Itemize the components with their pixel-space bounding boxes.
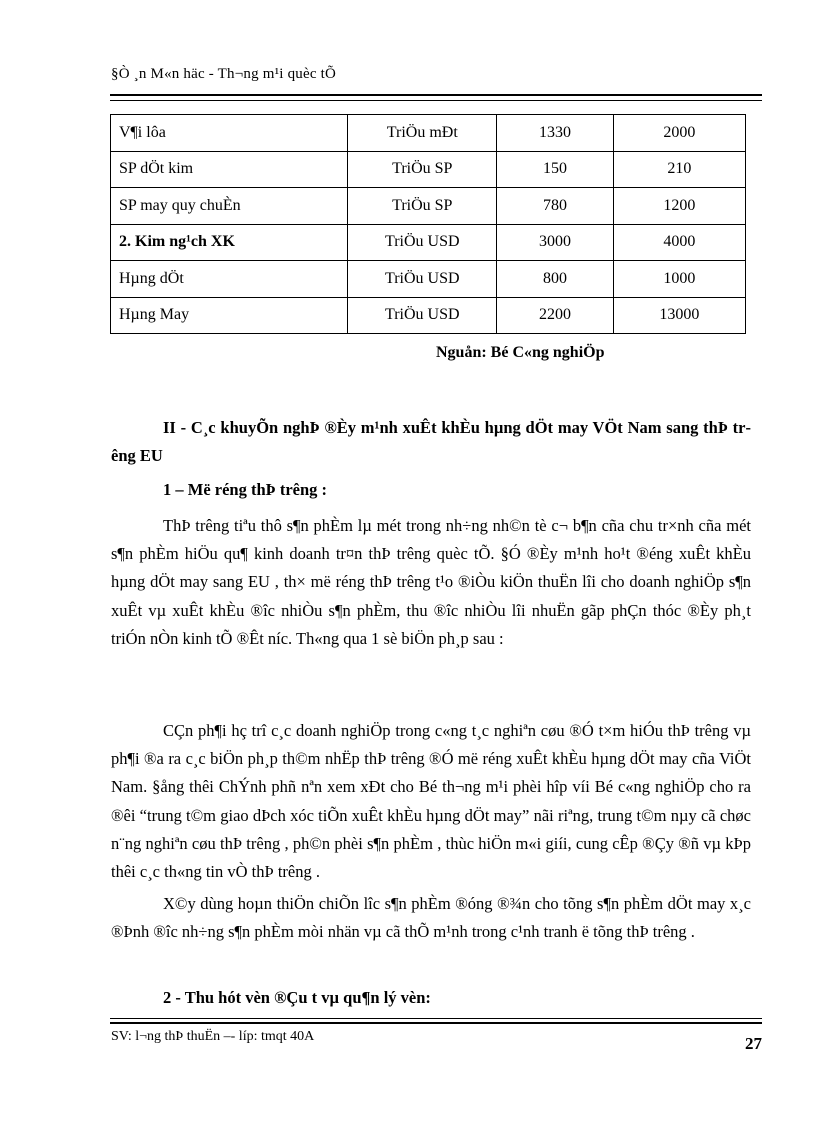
row-value-1: 800 [497, 261, 614, 298]
table-row [111, 151, 746, 188]
row-unit: TriÖu USD [348, 297, 497, 334]
section-heading: II - C¸c khuyÕn nghÞ ®Èy m¹nh xuÊt khÈu hµng dÖt may VÖt Nam sang thÞ trêng EU [111, 418, 751, 465]
row-value-1: 2200 [497, 297, 614, 334]
subheading-market: 1 – Më réng thÞ trêng : [163, 480, 328, 499]
row-name: SP may quy chuÈn [111, 188, 348, 225]
row-name: 2. Kim ng¹ch XK [111, 224, 348, 261]
row-name: SP dÖt kim [111, 151, 348, 188]
footer-rule-thin [110, 1018, 762, 1019]
row-value-2: 1200 [613, 188, 745, 225]
row-name: V¶i lôa [111, 115, 348, 152]
paragraph: ThÞ trêng tiªu thô s¶n phÈm lµ mét trong nh÷ng nh©n tè c¬ b¶n cña chu tr×nh cña mét s¶n phÈm hiÖu qu¶ kinh doanh tr¤n thÞ trêng quèc tÕ. §Ó ®Èy m¹nh ho¹t ®éng xuÊt khÈu hµng dÖt may sang EU , th× më réng thÞ trêng t¹o ®iÒu kiÖn thuËn lîi cho doanh nghiÖp s¶n xuÊt vµ xuÊt khÈu ®îc nhiÒu s¶n phÈm, thu ®îc nhiÒu lîi nhuËn gãp phÇn thóc ®Èy ph¸t triÓn nÒn kinh tÕ ®Êt níc. Th«ng qua 1 sè biÖn ph¸p sau : [111, 516, 751, 648]
row-value-1: 3000 [497, 224, 614, 261]
row-unit: TriÖu SP [348, 188, 497, 225]
row-value-2: 4000 [613, 224, 745, 261]
row-value-1: 150 [497, 151, 614, 188]
header-rule-thick [110, 94, 762, 96]
paragraph: X©y dùng hoµn thiÖn chiÕn lîc s¶n phÈm ®óng ®¾n cho tõng s¶n phÈm dÖt may x¸c ®Þnh ®îc nh÷ng s¶n phÈm mòi nhän vµ cã thÕ m¹nh trong c¹nh tranh ë tõng thÞ trêng . [111, 894, 751, 942]
table-row [111, 224, 746, 261]
table-source: Nguån: Bé C«ng nghiÖp [436, 344, 605, 361]
row-unit: TriÖu mÐt [348, 115, 497, 152]
table-row [111, 115, 746, 152]
row-value-1: 780 [497, 188, 614, 225]
header-rule-thin [110, 100, 762, 101]
table-row [111, 188, 746, 225]
row-name: Hµng May [111, 297, 348, 334]
row-value-2: 210 [613, 151, 745, 188]
footer-student: SV: l¬ng thÞ thuËn –- líp: tmqt 40A [111, 1029, 315, 1044]
page-number: 27 [745, 1034, 762, 1053]
row-value-2: 2000 [613, 115, 745, 152]
row-unit: TriÖu USD [348, 224, 497, 261]
page-header: §Ò ¸n M«n häc - Th¬ng m¹i quèc tÕ [111, 66, 337, 82]
row-unit: TriÖu USD [348, 261, 497, 298]
footer-rule-thick [110, 1022, 762, 1024]
table-row [111, 297, 746, 334]
row-value-2: 1000 [613, 261, 745, 298]
paragraph: CÇn ph¶i hç trî c¸c doanh nghiÖp trong c«ng t¸c nghiªn cøu ®Ó t×m hiÓu thÞ trêng vµ ph¶i ®a ra c¸c biÖn ph¸p th©m nhËp thÞ trêng ®Ó më réng xuÊt khÈu hµng dÖt may cña ViÖt Nam. §ång thêi ChÝnh phñ nªn xem xÐt cho Bé th¬ng m¹i phèi hîp víi Bé c«ng nghiÖp cho ra ®êi “trung t©m giao dÞch xóc tiÕn xuÊt khÈu hµng dÖt may” nãi riªng, trung t©m nµy cã chøc n¨ng nghiªn cøu thÞ trêng , ph©n phèi s¶n phÈm , thùc hiÖn m«i giíi, cung cÊp ®Çy ®ñ vµ kÞp thêi c¸c th«ng tin vÒ thÞ trêng . [111, 721, 751, 882]
row-value-1: 1330 [497, 115, 614, 152]
subheading-capital: 2 - Thu hót vèn ®Çu t vµ qu¶n lý vèn: [163, 988, 431, 1007]
table-row [111, 261, 746, 298]
row-name: Hµng dÖt [111, 261, 348, 298]
row-value-2: 13000 [613, 297, 745, 334]
row-unit: TriÖu SP [348, 151, 497, 188]
production-table [110, 114, 746, 334]
